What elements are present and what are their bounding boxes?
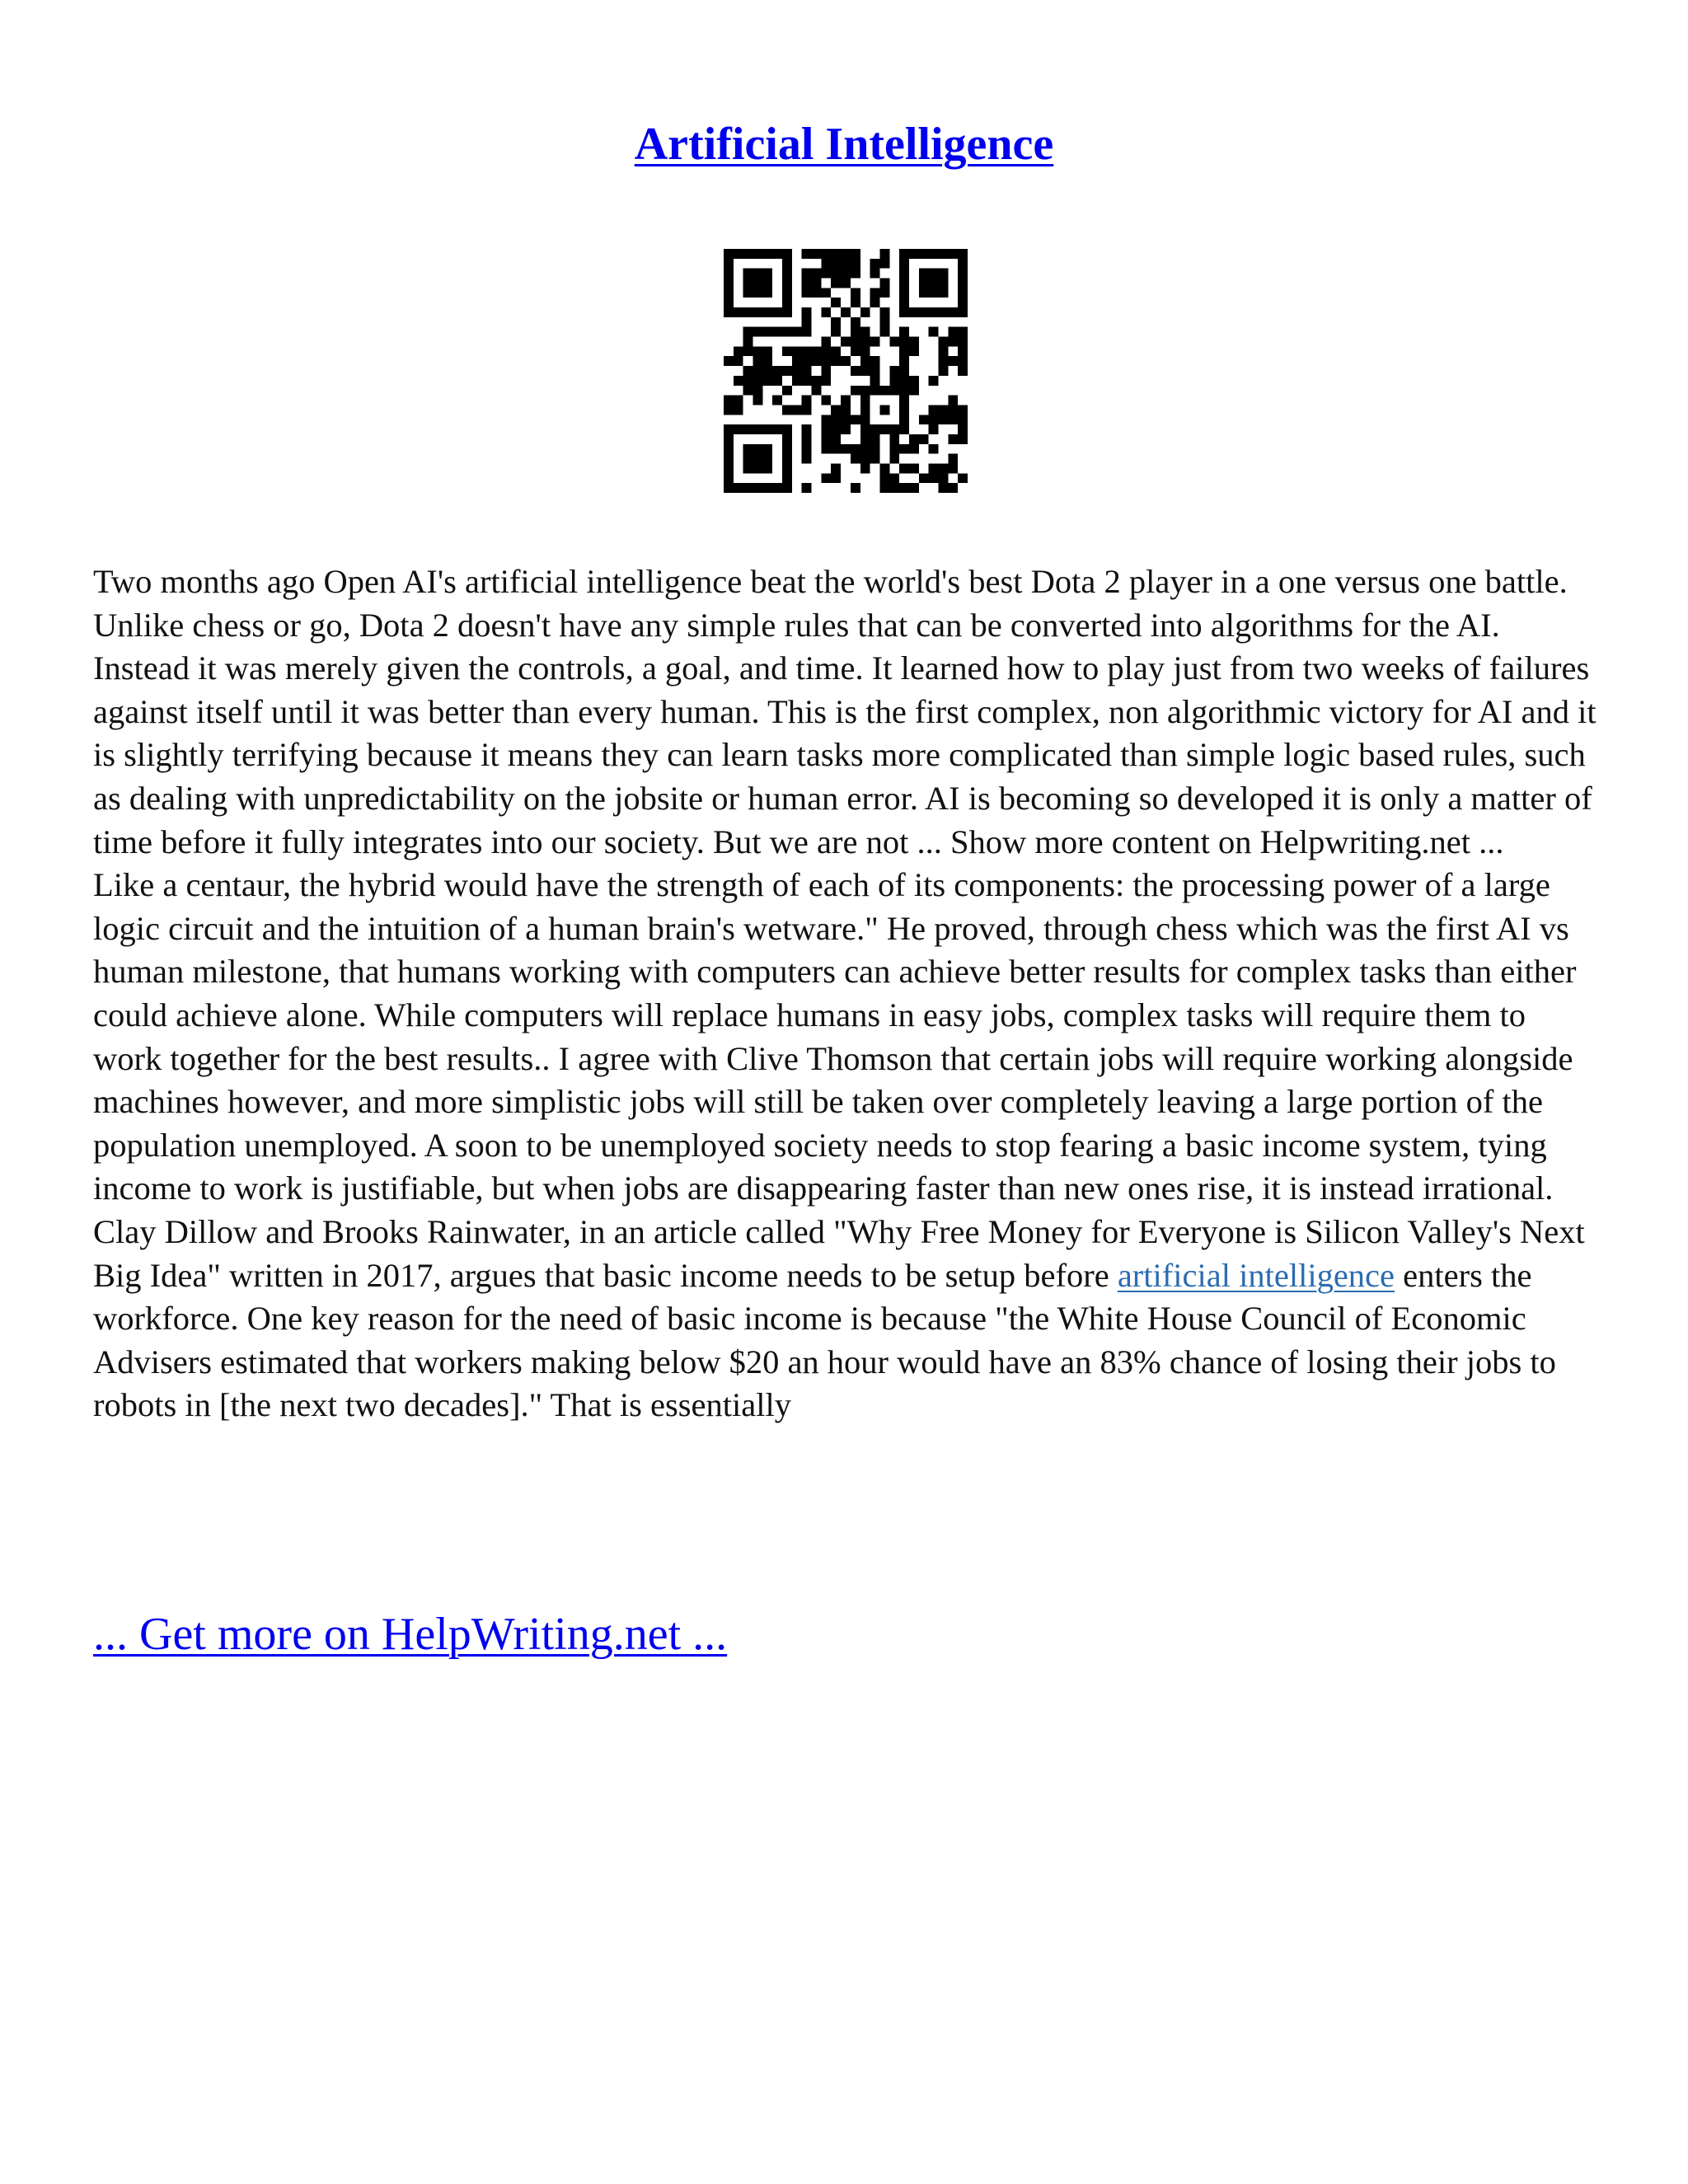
get-more-link[interactable]: ... Get more on HelpWriting.net ...	[93, 1609, 728, 1660]
paragraph-2-text-start: Like a centaur, the hybrid would have the strength of each of its components: the processing power of a large logic circuit and the intuition of a human brain's wetware." He proved, through chess which was the first AI vs human milestone, that humans working with computers can achieve better results for complex tasks than either could achieve alone. While computers will replace humans in easy jobs, complex tasks will require them to work together for the best results.. I agree with Clive Thomson that certain jobs will require working alongside machines however, and more simplistic jobs will still be taken over completely leaving a large portion of the population unemployed. A soon to be unemployed society needs to stop fearing a basic income system, tying income to work is justifiable, but when jobs are disappearing faster than new ones rise, it is instead irrational. Clay Dillow and Brooks Rainwater, in an article called "Why Free Money for Everyone is Silicon Valley's Next Big Idea" written in 2017, argues that basic income needs to be setup before	[93, 866, 1585, 1294]
title-link[interactable]: Artificial Intelligence	[634, 119, 1054, 170]
artificial-intelligence-link[interactable]: artificial intelligence	[1117, 1256, 1395, 1294]
qr-code-icon	[724, 249, 968, 493]
article-body	[93, 560, 1601, 1427]
more-link-wrapper	[93, 1605, 727, 1663]
page-title	[0, 115, 1688, 173]
paragraph-2	[93, 864, 1601, 1427]
paragraph-2-text-end: enters the workforce. One key reason for the need of basic income is because "the White House Council of Economic Advisers estimated that workers making below $20 an hour would have an 83% chance of losing their jobs to robots in [the next two decades]." That is essentially	[93, 1256, 1556, 1424]
paragraph-1: Two months ago Open AI's artificial intelligence beat the world's best Dota 2 player in a one versus one battle. Unlike chess or go, Dota 2 doesn't have any simple rules that can be converted into algorithms for the AI. Instead it was merely given the controls, a goal, and time. It learned how to play just from two weeks of failures against itself until it was better than every human. This is the first complex, non algorithmic victory for AI and it is slightly terrifying because it means they can learn tasks more complicated than simple logic based rules, such as dealing with unpredictability on the jobsite or human error. AI is becoming so developed it is only a matter of time before it fully integrates into our society. But we are not ... Show more content on Helpwriting.net ...	[93, 563, 1597, 860]
